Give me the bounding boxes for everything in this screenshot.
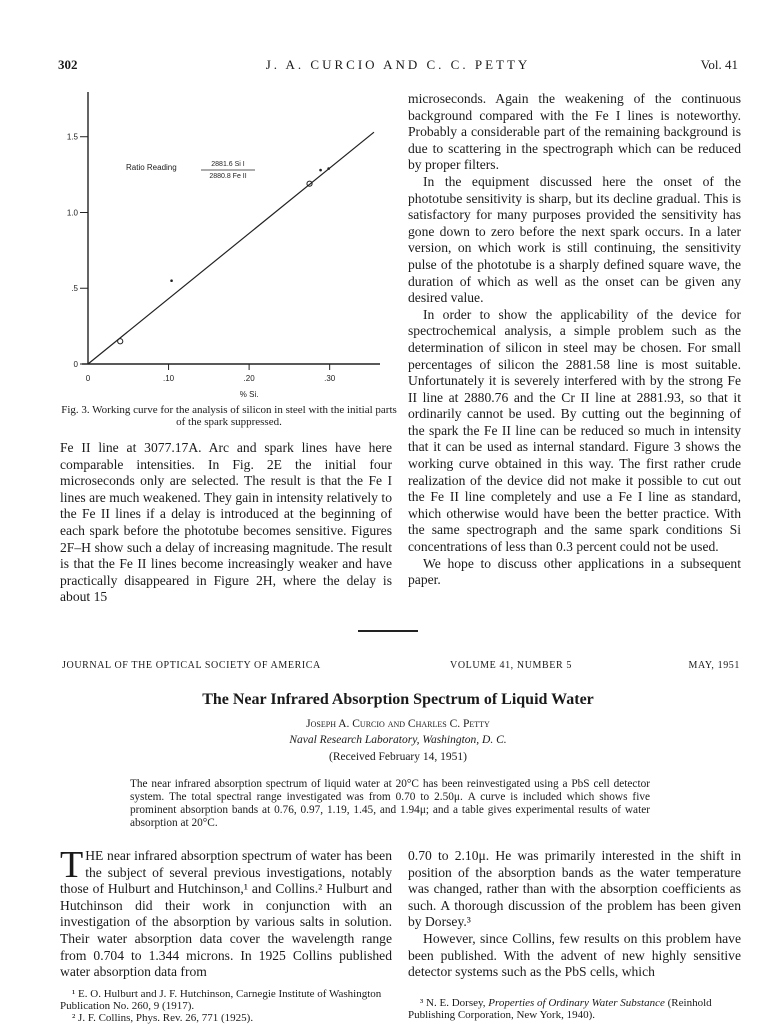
y-tick-label: .5 [71, 284, 78, 294]
article-authors: Joseph A. Curcio and Charles C. Petty [306, 718, 490, 730]
running-header [58, 57, 738, 77]
right-column-text [408, 91, 741, 589]
figure-caption: Fig. 3. Working curve for the analysis of silicon in steel with the initial parts of the spark suppressed. [61, 404, 397, 428]
left-paragraph: Fe II line at 3077.17A. Arc and spark lines have here comparable intensities. In Fig. 2E the initial four microseconds only are selected. The result is that the Fe I lines are much weakened. They gain in intensity relatively to the Fe II lines if a delay is introduced at the beginning of each spark before the phototube becomes sensitive. Figures 2F–H show such a delay of increasing magnitude. The result is that the Fe II lines become increasingly weaker and have practically disappeared in Figure 2H, where the delay is about 15 [60, 440, 392, 605]
intro-paragraph [60, 844, 392, 981]
data-point-dot [319, 169, 322, 172]
article-affiliation: Naval Research Laboratory, Washington, D. C. [289, 734, 507, 746]
article-abstract: The near infrared absorption spectrum of liquid water at 20°C has been reinvestigated using a PbS cell detector system. The total spectral range investigated was from 0.70 to 2.50μ. A curve is included which shows five prominent absorption bands at 0.76, 0.97, 1.19, 1.45, and 1.94μ; and a table gives experimental results of water absorption at 20°C. [130, 778, 650, 829]
right-paragraph: microseconds. Again the weakening of the continuous background compared with the Fe I lines is noteworthy. Probably a considerable part of the remaining background is due to scattering in the spectrograph which can be reduced by proper filters. [408, 91, 741, 173]
footnotes-left [60, 988, 392, 1024]
left-column-text [60, 440, 392, 606]
y-tick-label: 0 [73, 360, 78, 369]
journal-date: MAY, 1951 [688, 660, 740, 671]
footnote: ¹ E. O. Hulburt and J. F. Hutchinson, Carnegie Institute of Washington Publication No. 260, 9 (1917). [60, 988, 382, 1012]
page-number: 302 [58, 57, 78, 72]
footnote-suffix: (Reinhold Publishing Corporation, New York, 1940). [408, 997, 712, 1021]
volume-label: Vol. 41 [700, 57, 738, 72]
right-paragraph: In order to show the applicability of the device for spectrochemical analysis, a simple problem such as the determination of silicon in steel may be chosen. For small percentages of silicon the 2881.58 line is most suitable. Unfortunately it is severely interfered with by the strong Fe II line at 2880.76 and the Cr II line at 2881.93, so that it ordinarily cannot be used. By cutting out the beginning of the spark the Fe II line can be reduced so much in intensity that it can be used as internal standard. Figure 3 shows the working curve obtained in this way. The first rather crude realization of the device did not make it possible to cut out the Fe II line completely and use a Fe I line as standard, which otherwise would have been the better practice. With the same spectrograph and the same spark conditions Si concentrations of less than 0.3 percent could not be used. [408, 306, 741, 555]
footnote: ² J. F. Collins, Phys. Rev. 26, 771 (1925). [72, 1012, 254, 1024]
footnote [408, 997, 741, 1021]
x-axis-label: % Si. [239, 390, 259, 399]
ratio-numerator: 2881.6 Si I [211, 161, 245, 168]
article-title: The Near Infrared Absorption Spectrum of Liquid Water [202, 691, 594, 708]
data-point-dot [170, 279, 173, 282]
journal-volume: VOLUME 41, NUMBER 5 [450, 660, 572, 671]
footnote-right [408, 997, 741, 1021]
data-point-open [118, 339, 123, 344]
drop-cap: T [60, 844, 84, 886]
ratio-denominator: 2880.8 Fe II [209, 173, 247, 180]
body-paragraph: However, since Collins, few results on this problem have been published. With the advent of new highly sensitive detector systems such as the PbS cells, which [408, 930, 741, 980]
working-curve-chart [58, 84, 408, 404]
running-authors: J. A. CURCIO AND C. C. PETTY [265, 57, 531, 72]
body-paragraph: 0.70 to 2.10μ. He was primarily interested in the shift in position of the absorption bands as the water temperature was changed, rather than with the absorption coefficients as such. A thorough discussion of the problem has been given by Dorsey.³ [408, 848, 741, 930]
footnote-book-title: Properties of Ordinary Water Substance [488, 997, 665, 1009]
data-point-dot [327, 167, 330, 170]
x-tick-label: .10 [162, 374, 175, 383]
x-origin-label: 0 [85, 374, 91, 383]
y-tick-label: 1.5 [66, 132, 78, 142]
body-right-column [408, 848, 741, 981]
journal-name: JOURNAL OF THE OPTICAL SOCIETY OF AMERICA [62, 660, 321, 671]
footnote-prefix: ³ N. E. Dorsey, [420, 997, 489, 1009]
y-tick-label: 1.0 [66, 208, 78, 218]
x-tick-label: .20 [243, 374, 255, 383]
first-word: HE [85, 848, 104, 863]
right-paragraph: In the equipment discussed here the onset of the phototube sensitivity is sharp, but its decline gradual. This is satisfactory for many purposes provided the sensitivity has gone down to zero before the next spark occurs. In a later version, on which work is still continuing, the sensitivity pulse of the phototube is a sharply defined square wave, the duration of which as well as the onset can be given any desired value. [408, 173, 741, 306]
right-paragraph: We hope to discuss other applications in a subsequent paper. [408, 555, 741, 588]
section-divider [358, 630, 418, 632]
received-date: (Received February 14, 1951) [329, 751, 467, 763]
intro-text: near infrared absorption spectrum of water has been the subject of several previous investigations, notably those of Hulburt and Hutchinson,¹ and Collins.² Hulburt and Hutchinson did their work in conjunction with an investigation of the absorption by various salts in solution. Their water absorption data cover the wavelength range from 0.704 to 1.344 microns. In 1925 Collins published water absorption data from [60, 848, 392, 980]
journal-info-line [62, 660, 740, 674]
ratio-label: Ratio Reading [126, 163, 177, 172]
x-tick-label: .30 [324, 374, 336, 383]
body-left-column [60, 844, 392, 981]
